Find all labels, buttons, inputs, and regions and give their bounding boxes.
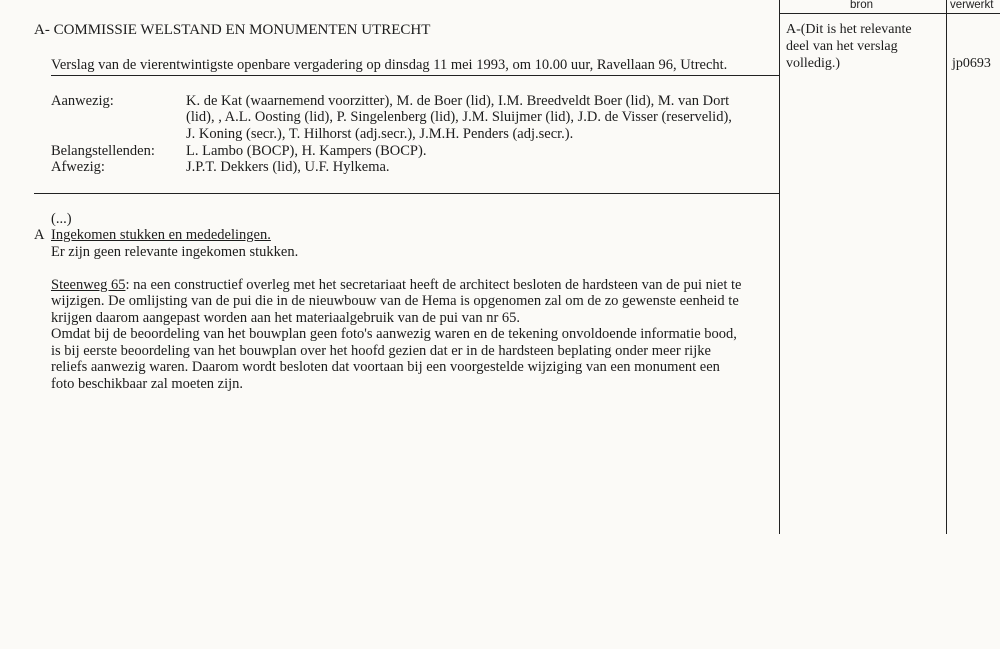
ellipsis: (...) <box>51 211 72 227</box>
item-paragraph-line: foto beschikbaar zal moeten zijn. <box>51 376 244 392</box>
column-header-bron: bron <box>850 0 874 11</box>
bron-note-line: A-(Dit is het relevante <box>786 22 912 37</box>
verwerkt-code: jp0693 <box>952 56 991 71</box>
bron-note-line: deel van het verslag <box>786 39 898 54</box>
item-paragraph-line: krijgen daarom aangepast worden aan het materiaalgebruik van de pui van nr 65. <box>51 310 521 326</box>
belangstellenden-value: L. Lambo (BOCP), H. Kampers (BOCP). <box>186 143 427 159</box>
aanwezig-label: Aanwezig: <box>51 93 114 109</box>
section-title: Ingekomen stukken en mededelingen. <box>51 227 271 243</box>
document-title: A- COMMISSIE WELSTAND EN MONUMENTEN UTRECHT <box>34 22 431 38</box>
belangstellenden-label: Belangstellenden: <box>51 143 155 159</box>
item-paragraph-line <box>51 277 741 294</box>
afwezig-label: Afwezig: <box>51 159 105 175</box>
meeting-subtitle: Verslag van de vierentwintigste openbare vergadering op dinsdag 11 mei 1993, om 10.00 uur, Ravellaan 96, Utrecht. <box>51 57 728 73</box>
column-divider-right <box>946 0 947 534</box>
subtitle-rule <box>51 75 779 76</box>
item-paragraph-line: is bij eerste beoordeling van het bouwplan over het hoofd gezien dat er in de hardsteen beplating onder meer rijke <box>51 343 711 359</box>
section-divider <box>34 193 779 194</box>
aanwezig-line: (lid), , A.L. Oosting (lid), P. Singelenberg (lid), J.M. Sluijmer (lid), J.D. de Visser (reservelid), <box>186 109 732 125</box>
item-paragraph-line: Omdat bij de beoordeling van het bouwplan geen foto's aanwezig waren en de tekening onvoldoende informatie bood, <box>51 326 737 342</box>
item-title: Steenweg 65 <box>51 277 126 293</box>
column-divider-main <box>779 0 780 534</box>
aanwezig-line: J. Koning (secr.), T. Hilhorst (adj.secr.), J.M.H. Penders (adj.secr.). <box>186 126 574 142</box>
aanwezig-line: K. de Kat (waarnemend voorzitter), M. de Boer (lid), I.M. Breedveldt Boer (lid), M. van Dort <box>186 93 730 109</box>
item-paragraph-line: reliefs aanwezig waren. Daarom wordt besloten dat voortaan bij een voorgestelde wijziging van een monument een <box>51 359 720 375</box>
section-marker: A <box>34 227 45 243</box>
header-top-rule <box>780 13 1000 14</box>
section-text: Er zijn geen relevante ingekomen stukken. <box>51 244 299 260</box>
bron-note-line: volledig.) <box>786 56 841 71</box>
item-first-line-rest: : na een constructief overleg met het secretariaat heeft de architect besloten de hardsteen van de pui niet te <box>125 277 742 293</box>
column-header-verwerkt: verwerkt <box>950 0 994 11</box>
afwezig-value: J.P.T. Dekkers (lid), U.F. Hylkema. <box>186 159 390 175</box>
item-paragraph-line: wijzigen. De omlijsting van de pui die in de nieuwbouw van de Hema is opgenomen zal om de zo gewenste eenheid te <box>51 293 739 309</box>
